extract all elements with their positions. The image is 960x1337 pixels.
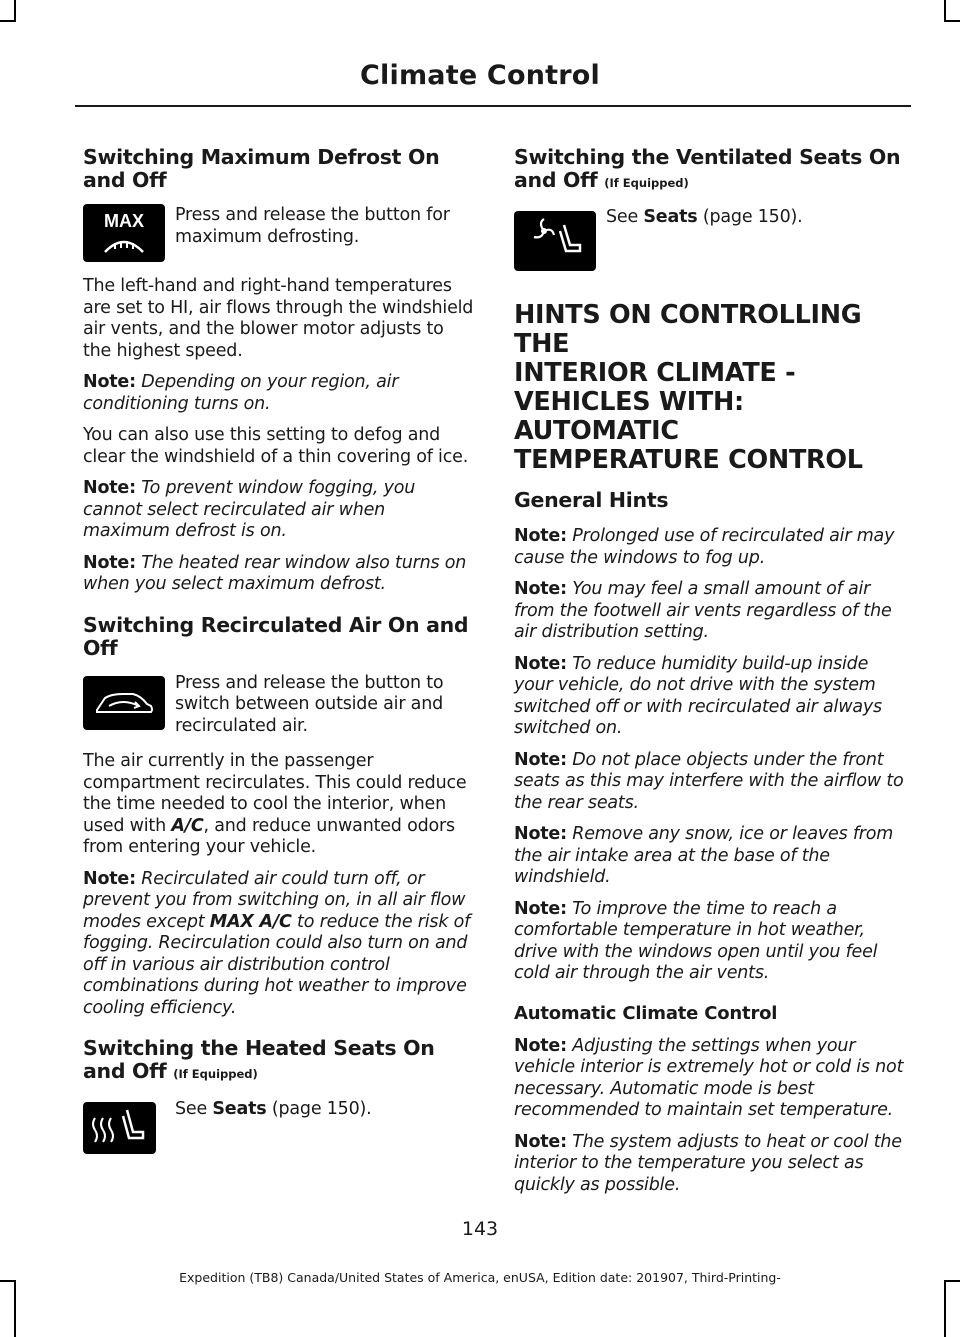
see-text: See (175, 1099, 213, 1119)
heated-seats-row (83, 1098, 475, 1154)
note-text: Recirculated air could turn off, or prevent you from switching on, in all air flow modes except (83, 868, 466, 932)
note-label: Note: (83, 552, 136, 573)
recirc-desc: Press and release the button to switch between outside air and recirculated air. (175, 672, 444, 736)
crop-mark (944, 1280, 946, 1337)
max-ac-term: MAX A/C (209, 911, 292, 932)
note-text: Prolonged use of recirculated air may cause the windows to fog up. (514, 526, 895, 568)
note (83, 869, 475, 1020)
max-defrost-row (83, 204, 475, 262)
note-text: Remove any snow, ice or leaves from the air intake area at the base of the windshield. (514, 824, 894, 887)
crop-mark (944, 20, 960, 22)
note-label: Note: (83, 868, 136, 889)
hints-heading-line: TEMPERATURE CONTROL (514, 445, 863, 475)
if-equipped-label: (If Equipped) (173, 1067, 258, 1081)
note (514, 824, 906, 889)
recirc-p1-text: The air currently in the passenger compartment recirculates. This could reduce the time needed to cool the interior, when used with (83, 751, 467, 836)
max-defrost-heading: Switching Maximum Defrost On and Off (83, 145, 440, 192)
note-text: To reduce humidity build-up inside your vehicle, do not drive with the system switched off or with recirculated air always switched on. (514, 653, 882, 738)
footer-text: Expedition (TB8) Canada/United States of America, enUSA, Edition date: 201907, Third-Printing- (179, 1270, 781, 1285)
note-label: Note: (83, 478, 136, 498)
seats-link[interactable]: Seats (212, 1099, 267, 1119)
max-defrost-p1: The left-hand and right-hand temperatures are set to HI, air flows through the windshield air vents, and the blower motor adjusts to the highest speed. (83, 276, 474, 361)
max-defrost-icon (83, 204, 165, 262)
note-text: Depending on your region, air conditioning turns on. (83, 372, 399, 414)
crop-mark (0, 20, 16, 22)
note-label: Note: (514, 749, 567, 770)
note-label: Note: (514, 653, 567, 674)
ventilated-seats-ref (606, 207, 803, 229)
recirc-p1-text: , and reduce unwanted odors from entering your vehicle. (83, 815, 455, 857)
note (514, 1132, 906, 1197)
header-divider (75, 105, 911, 107)
see-text: See (606, 207, 644, 227)
note-text: Do not place objects under the front seats as this may interfere with the airflow to the rear seats. (514, 749, 904, 813)
note (83, 478, 475, 543)
note-label: Note: (514, 898, 567, 919)
left-column (83, 146, 475, 1168)
page-ref: (page 150). (697, 207, 803, 227)
note-text: Adjusting the settings when your vehicle interior is extremely hot or cold is not necessary. Automatic mode is best recommended to maintain set temperature. (514, 1035, 904, 1120)
note (83, 553, 475, 596)
note-label: Note: (514, 1035, 567, 1056)
heated-seats-heading (83, 1037, 475, 1086)
note (514, 654, 906, 740)
right-column (514, 146, 906, 1206)
if-equipped-label: (If Equipped) (604, 176, 689, 190)
ac-term: A/C (171, 815, 204, 836)
crop-mark (944, 0, 946, 22)
ventilated-seat-icon (514, 211, 596, 271)
general-hints-heading: General Hints (514, 488, 669, 512)
note-label: Note: (514, 526, 567, 546)
hints-heading-line: VEHICLES WITH: AUTOMATIC (514, 387, 744, 446)
page-title: Climate Control (360, 60, 600, 91)
max-defrost-p2: You can also use this setting to defog and clear the windshield of a thin covering of ice. (83, 425, 469, 467)
note-text: The heated rear window also turns on when you select maximum defrost. (83, 552, 467, 594)
recirc-p1 (83, 751, 475, 859)
max-icon-label: MAX (104, 211, 144, 231)
note-text: You may feel a small amount of air from the footwell air vents regardless of the air distribution setting. (514, 579, 892, 642)
note (514, 899, 906, 985)
ventilated-seats-row (514, 207, 906, 271)
recirculation-icon (83, 676, 165, 730)
note (514, 579, 906, 644)
ventilated-seats-heading-text: Switching the Ventilated Seats On and Off (514, 145, 901, 192)
note (514, 750, 906, 815)
note-label: Note: (83, 372, 136, 392)
recirc-row (83, 672, 475, 738)
ventilated-seats-heading (514, 146, 906, 195)
note-text: The system adjusts to heat or cool the interior to the temperature you select as quickly as possible. (514, 1131, 902, 1195)
seats-link[interactable]: Seats (643, 207, 698, 227)
page-ref: (page 150). (266, 1099, 372, 1119)
crop-mark (14, 1280, 16, 1337)
heated-seats-heading-text: Switching the Heated Seats On and Off (83, 1036, 435, 1083)
hints-heading (514, 301, 906, 475)
heated-seat-icon (83, 1102, 156, 1154)
recirc-heading: Switching Recirculated Air On and Off (83, 612, 469, 660)
note-text: To improve the time to reach a comfortable temperature in hot weather, drive with the windows open until you feel cold air through the air vents. (514, 898, 878, 983)
note-text: To prevent window fogging, you cannot select recirculated air when maximum defrost is on. (83, 478, 416, 541)
page-number: 143 (461, 1218, 499, 1240)
note (514, 526, 906, 569)
note (83, 372, 475, 415)
hints-heading-line: HINTS ON CONTROLLING THE (514, 300, 862, 359)
max-defrost-desc: Press and release the button for maximum defrosting. (175, 205, 450, 247)
crop-mark (14, 0, 16, 22)
note-label: Note: (514, 1131, 567, 1152)
auto-climate-heading: Automatic Climate Control (514, 1002, 778, 1024)
note (514, 1036, 906, 1122)
note-label: Note: (514, 579, 567, 599)
note-text: to reduce the risk of fogging. Recirculation could also turn on and off in various air distribution control combinations during hot weather to improve cooling efficiency. (83, 911, 471, 1018)
heated-seats-ref (166, 1098, 372, 1121)
hints-heading-line: INTERIOR CLIMATE - (514, 358, 796, 388)
note-label: Note: (514, 824, 567, 844)
